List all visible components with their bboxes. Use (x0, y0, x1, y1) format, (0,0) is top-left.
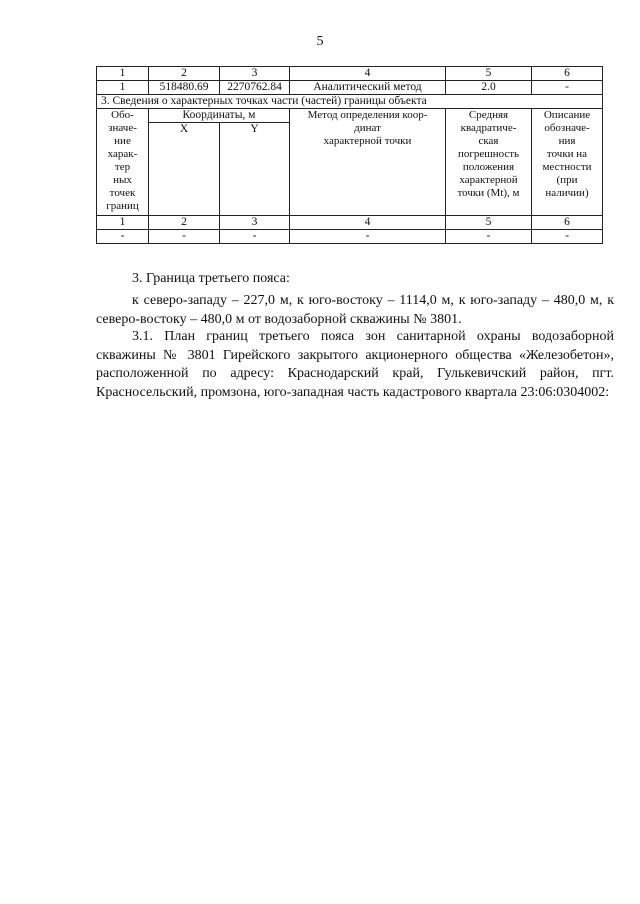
header-line: обозначе- (544, 122, 590, 134)
description-header (532, 109, 603, 216)
header-line: харак- (107, 148, 138, 160)
table-cell: 3 (220, 216, 290, 230)
table-cell: - (532, 81, 603, 95)
table-cell: 1 (97, 67, 149, 81)
table-cell: - (97, 230, 149, 244)
header-line: значе- (108, 122, 137, 134)
coordinates-header: Координаты, м (149, 109, 290, 123)
table-cell: 1 (97, 216, 149, 230)
header-line: ние (114, 135, 131, 147)
header-line: Средняя (468, 109, 509, 121)
page-number: 5 (316, 34, 324, 49)
table-cell: 2270762.84 (220, 81, 290, 95)
header-line: положения (462, 161, 515, 173)
section-title: 3. Сведения о характерных точках части (частей) границы объекта (97, 95, 603, 109)
section-title-row (97, 95, 603, 109)
table-cell: - (532, 230, 603, 244)
y-header: Y (220, 123, 290, 216)
boundary-points-table (96, 66, 603, 244)
header-line: (при (556, 174, 578, 186)
header-line: погрешность (457, 148, 520, 160)
table-cell: 5 (446, 216, 532, 230)
plan-paragraph (96, 328, 614, 402)
column-numbers-row (97, 216, 603, 230)
table-cell: 4 (290, 67, 446, 81)
table-cell: 4 (290, 216, 446, 230)
header-line: местности (542, 161, 592, 173)
header-line: динат (354, 122, 381, 134)
header-line: наличии) (545, 187, 589, 199)
designation-header (97, 109, 149, 216)
table-cell: 6 (532, 67, 603, 81)
table-cell: 5 (446, 67, 532, 81)
table-cell: - (446, 230, 532, 244)
header-line: Описание (543, 109, 591, 121)
header-line: ская (478, 135, 499, 147)
table-cell: Аналитический метод (290, 81, 446, 95)
table-header-numbers-row (97, 67, 603, 81)
header-line: точек (109, 187, 136, 199)
header-line: характерной точки (323, 135, 412, 147)
header-line: Метод определения коор- (307, 109, 428, 121)
error-header (446, 109, 532, 216)
header-line: точки (Mt), м (457, 187, 520, 199)
table-cell: - (149, 230, 220, 244)
header-line: тер (114, 161, 131, 173)
table-cell: - (220, 230, 290, 244)
header-line: ных (113, 174, 132, 186)
x-header: X (149, 123, 220, 216)
header-line: характерной (459, 174, 518, 186)
distances-paragraph (96, 292, 614, 329)
method-header (290, 109, 446, 216)
table-cell: 2 (149, 67, 220, 81)
header-line: квадратиче- (460, 122, 517, 134)
table-cell: 518480.69 (149, 81, 220, 95)
header-line: Обо- (111, 109, 134, 121)
paragraph-text: 3.1. План границ третьего пояса зон санитарной охраны водозаборной скважины № 3801 Гирейского закрытого акционерного общества «Железобетон», расположенной по адресу: Краснодарский край, Гулькевичский район, пгт. Красносельский, промзона, юго-западная часть кадастрового квартала 23:06:0304002: (96, 329, 614, 400)
table-cell: - (290, 230, 446, 244)
table-cell: 2 (149, 216, 220, 230)
header-line: ния (558, 135, 576, 147)
table-row (97, 230, 603, 244)
table-cell: 6 (532, 216, 603, 230)
table-row (97, 81, 603, 95)
table-cell: 2.0 (446, 81, 532, 95)
table-cell: 1 (97, 81, 149, 95)
section-heading: 3. Граница третьего пояса: (132, 271, 290, 286)
header-line: точки на (546, 148, 588, 160)
table-cell: 3 (220, 67, 290, 81)
paragraph-text: к северо-западу – 227,0 м, к юго-востоку – 1114,0 м, к юго-западу – 480,0 м, к северо-востоку – 480,0 м от водозаборной скважины № 3801. (96, 293, 614, 327)
header-line: границ (106, 200, 139, 212)
table-header-row (97, 109, 603, 123)
